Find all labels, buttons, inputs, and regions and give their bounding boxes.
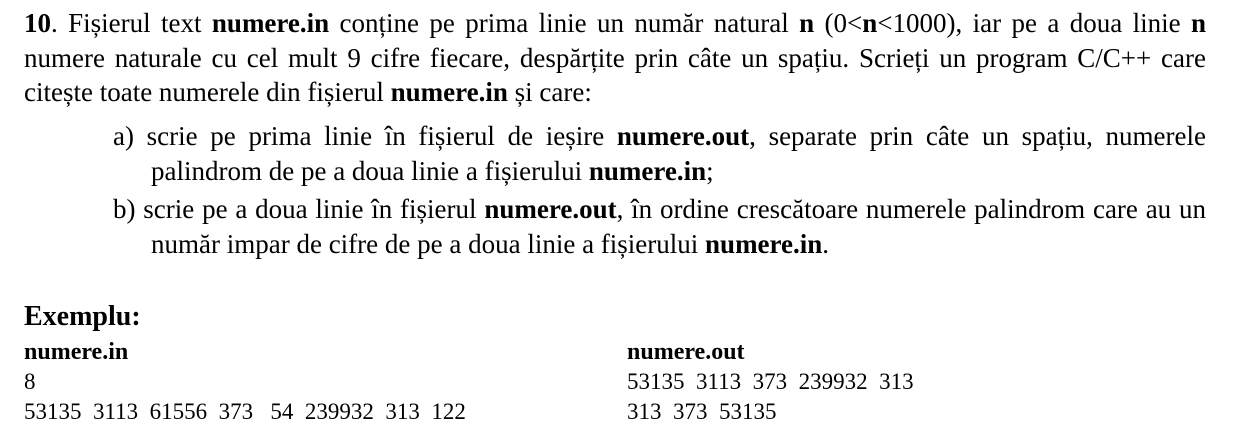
example-output-header: numere.out <box>627 339 745 365</box>
problem-statement <box>24 6 1206 110</box>
requirement-text: , în ordine crescătoare numerele palindrom care au un număr impar de cifre de pe a doua linie a fișierului <box>151 194 1206 259</box>
requirement-text: . <box>822 228 830 259</box>
statement-text: numere naturale cu cel mult 9 cifre fiecare, despărțite prin câte un spațiu. Scrieți un program C/C++ care citește toate numerele din fișierul <box>24 42 1206 107</box>
output-filename: numere.out <box>484 194 617 224</box>
example-input-line: 8 <box>24 369 36 394</box>
example-input-line: 53135 3113 61556 373 54 239932 313 122 <box>24 399 466 424</box>
statement-text: și care: <box>507 77 592 107</box>
variable-n: n <box>799 8 815 38</box>
input-filename: numere.in <box>588 155 707 186</box>
statement-text: (0< <box>814 8 863 38</box>
requirement-text: a) scrie pe prima linie în fișierul de ieșire <box>113 121 617 151</box>
statement-text: <1000), iar pe a doua linie <box>877 8 1191 38</box>
example-title: Exemplu: <box>24 301 141 332</box>
requirement-b <box>113 192 1206 261</box>
example-output-line: 313 373 53135 <box>627 399 777 424</box>
requirement-text: ; <box>706 155 714 186</box>
input-filename: numere.in <box>211 8 330 38</box>
input-filename: numere.in <box>390 77 508 107</box>
output-filename: numere.out <box>616 121 750 151</box>
input-filename: numere.in <box>705 228 823 259</box>
example-input-header: numere.in <box>24 339 129 365</box>
statement-text: conține pe prima linie un număr natural <box>329 8 800 38</box>
statement-text: . Fișierul text <box>51 8 212 38</box>
variable-n: n <box>1190 8 1207 38</box>
example-output-line: 53135 3113 373 239932 313 <box>627 369 914 394</box>
problem-number: 10 <box>24 8 51 38</box>
variable-n: n <box>862 8 878 38</box>
requirement-text: , separate prin câte un spațiu, numerele palindrom de pe a doua linie a fișierului <box>151 121 1206 186</box>
requirement-a <box>113 119 1206 188</box>
requirement-text: b) scrie pe a doua linie în fișierul <box>113 194 485 224</box>
